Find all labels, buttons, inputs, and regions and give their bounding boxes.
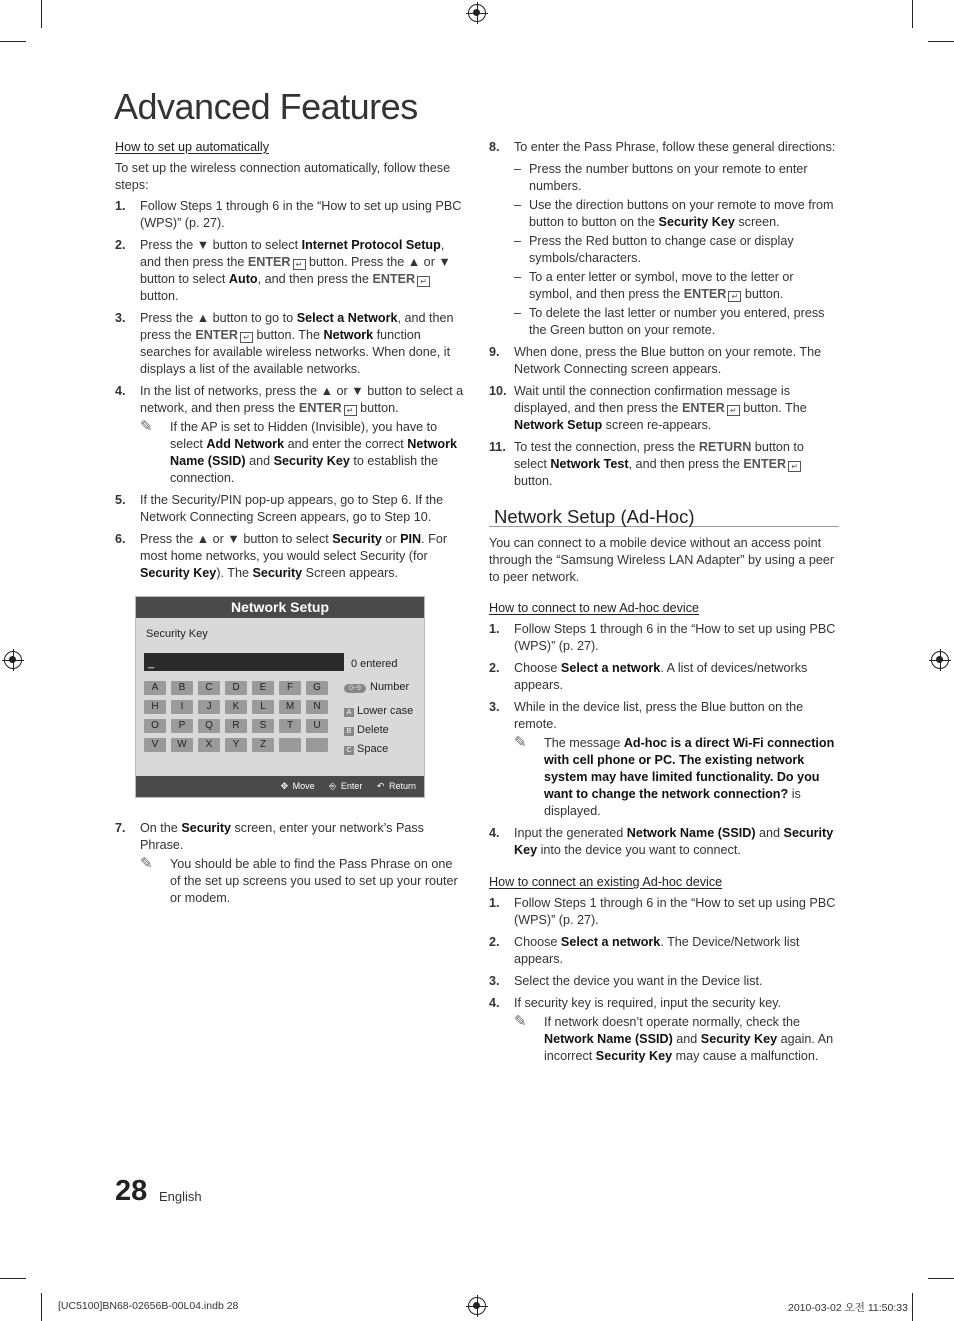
registration-mark-icon	[4, 651, 22, 669]
list-item: 2. Choose Select a network. A list of devices/networks appears.	[489, 661, 808, 692]
screen-footer: ✥ Move ⎆ Enter ↶ Return	[136, 776, 424, 797]
key-button[interactable]: N	[306, 700, 328, 714]
note: ✎ The message Ad-hoc is a direct Wi-Fi connection with cell phone or PC. The existing network system may have limited functionality. Do you want to change the network connection? is displayed.	[514, 734, 835, 818]
key-button[interactable]: K	[225, 700, 247, 714]
screen-header: Network Setup	[136, 597, 424, 618]
registration-mark-icon	[468, 1297, 486, 1315]
key-button[interactable]: A	[144, 681, 166, 695]
enter-icon: ↵	[417, 276, 430, 287]
registration-mark-icon	[931, 651, 949, 669]
list-item: 4. In the list of networks, press the ▲ or ▼ button to select a network, and then press the ENTER ↵ button. ✎ If the AP is set to Hidden (Invisible), you have to select Add Network and enter the correct Network Name (SSID) and Security Key to establish the connection.	[115, 384, 464, 485]
list-item: 2. Choose Select a network. The Device/Network list appears.	[489, 935, 800, 966]
entered-count: 0 entered	[351, 658, 398, 670]
print-date-info: 2010-03-02 오전 11:50:33	[788, 1302, 908, 1314]
security-key-label: Security Key	[146, 628, 208, 640]
key-button[interactable]: M	[279, 700, 301, 714]
print-file-info: [UC5100]BN68-02656B-00L04.indb 28	[58, 1300, 239, 1312]
registration-mark-icon	[468, 4, 486, 22]
key-button[interactable]: D	[225, 681, 247, 695]
enter-icon: ↵	[788, 461, 801, 472]
list-item: 6. Press the ▲ or ▼ button to select Security or PIN. For most home networks, you would select Security (for Security Key). The Security Screen appears.	[115, 532, 448, 580]
key-button[interactable]: U	[306, 719, 328, 733]
right-column	[489, 139, 839, 1070]
key-button[interactable]: Z	[252, 738, 274, 752]
list-item: 7. On the Security screen, enter your network’s Pass Phrase. ✎ You should be able to find the Pass Phrase on one of the set up screens you used to set up your router or modem.	[115, 820, 465, 907]
dash-item: – Press the Red button to change case or display symbols/characters.	[514, 234, 794, 265]
number-key-icon: 0~9	[344, 684, 366, 693]
list-item: 3. Press the ▲ button to go to Select a Network, and then press the ENTER ↵ button. The Network function searches for available wireless networks. When done, it displays a list of the available networks.	[115, 311, 454, 376]
key-button[interactable]: X	[198, 738, 220, 752]
note: ✎ If the AP is set to Hidden (Invisible), you have to select Add Network and enter the correct Network Name (SSID) and Security Key to establish the connection.	[140, 418, 457, 485]
note: ✎ If network doesn’t operate normally, check the Network Name (SSID) and Security Key again. An incorrect Security Key may cause a malfunction.	[514, 1013, 834, 1063]
key-button[interactable]: J	[198, 700, 220, 714]
list-item: 1. Follow Steps 1 through 6 in the “How to set up using PBC (WPS)” (p. 27).	[115, 199, 462, 230]
list-item: 9. When done, press the Blue button on your remote. The Network Connecting screen appears.	[489, 345, 822, 376]
key-button[interactable]: S	[252, 719, 274, 733]
key-button[interactable]: O	[144, 719, 166, 733]
subheading-auto-setup: How to set up automatically	[115, 140, 269, 154]
section-heading-adhoc: Network Setup (Ad-Hoc)	[489, 508, 839, 527]
enter-icon: ↵	[727, 405, 740, 416]
page-number: 28	[115, 1175, 148, 1207]
crop-mark	[41, 0, 42, 28]
yellow-c-button-icon: C	[344, 746, 354, 755]
subheading-existing-adhoc: How to connect an existing Ad-hoc device	[489, 875, 723, 889]
crop-mark	[0, 1278, 26, 1279]
enter-icon: ↵	[293, 259, 306, 270]
option-number: 0~9 Number	[344, 679, 409, 696]
page-title: Advanced Features	[114, 86, 418, 127]
note-pencil-icon: ✎	[140, 418, 153, 435]
note-pencil-icon: ✎	[514, 734, 527, 751]
key-button[interactable]: G	[306, 681, 328, 695]
list-item: 8. To enter the Pass Phrase, follow these general directions: – Press the number buttons on your remote to enter numbers. – Use the direction buttons on your remote to move from button to button on the Security Key screen. – Press the Red button to change case or display symbols/characters. – To a enter letter or symbol, move to the letter or symbol, and then press the ENTER ↵ button. – To delete the last letter or number you entered, press the Green button on your remote.	[489, 139, 839, 339]
option-space: C Space	[344, 741, 388, 758]
adhoc-intro: You can connect to a mobile device without an access point through the “Samsung Wireless LAN Adapter” by using a peer to peer network.	[489, 536, 835, 584]
dash-item: – To delete the last letter or number you entered, press the Green button on your remote.	[514, 306, 825, 337]
dash-item: – Use the direction buttons on your remote to move from button to button on the Security Key screen.	[514, 198, 834, 229]
enter-icon: ⎆	[329, 781, 337, 791]
key-button[interactable]: T	[279, 719, 301, 733]
key-button[interactable]: I	[171, 700, 193, 714]
page-language: English	[159, 1189, 202, 1204]
key-button[interactable]: B	[171, 681, 193, 695]
crop-mark	[0, 41, 26, 42]
key-button[interactable]: H	[144, 700, 166, 714]
left-column	[115, 139, 465, 912]
crop-mark	[912, 1293, 913, 1321]
list-item: 1. Follow Steps 1 through 6 in the “How to set up using PBC (WPS)” (p. 27).	[489, 622, 836, 653]
key-button[interactable]: P	[171, 719, 193, 733]
security-key-screen	[135, 596, 425, 798]
dash-item: – Press the number buttons on your remote to enter numbers.	[514, 162, 808, 193]
list-item: 3. Select the device you want in the Device list.	[489, 974, 763, 988]
list-item: 4. If security key is required, input the security key. ✎ If network doesn’t operate normally, check the Network Name (SSID) and Security Key again. An incorrect Security Key may cause a malfunction.	[489, 995, 839, 1065]
red-a-button-icon: A	[344, 708, 354, 717]
return-icon: ↶	[376, 781, 385, 791]
key-button[interactable]: Y	[225, 738, 247, 752]
list-item: 11. To test the connection, press the RETURN button to select Network Test, and then press the ENTER ↵ button.	[489, 440, 804, 488]
move-icon: ✥	[280, 781, 289, 791]
key-button[interactable]: V	[144, 738, 166, 752]
enter-icon: ↵	[728, 291, 741, 302]
key-button[interactable]: R	[225, 719, 247, 733]
list-item: 4. Input the generated Network Name (SSID) and Security Key into the device you want to connect.	[489, 826, 834, 857]
enter-icon: ↵	[240, 332, 253, 343]
key-button[interactable]: C	[198, 681, 220, 695]
intro-text: To set up the wireless connection automatically, follow these steps:	[115, 161, 451, 192]
list-item: 2. Press the ▼ button to select Internet Protocol Setup, and then press the ENTER ↵ button. Press the ▲ or ▼ button to select Auto, and then press the ENTER ↵ button.	[115, 238, 451, 303]
list-item: 10. Wait until the connection confirmation message is displayed, and then press the ENTER ↵ button. The Network Setup screen re-appears.	[489, 384, 807, 432]
dash-item: – To a enter letter or symbol, move to the letter or symbol, and then press the ENTER ↵ button.	[514, 270, 794, 301]
note-pencil-icon: ✎	[514, 1013, 527, 1030]
enter-icon: ↵	[344, 405, 357, 416]
key-button[interactable]: Q	[198, 719, 220, 733]
list-item: 5. If the Security/PIN pop-up appears, go to Step 6. If the Network Connecting Screen appears, go to Step 10.	[115, 493, 444, 524]
key-button[interactable]: W	[171, 738, 193, 752]
key-button[interactable]	[306, 738, 328, 752]
crop-mark	[41, 1293, 42, 1321]
note-pencil-icon: ✎	[140, 855, 153, 872]
option-lower-case: A Lower case	[344, 703, 413, 720]
crop-mark	[928, 41, 954, 42]
key-button[interactable]: L	[252, 700, 274, 714]
crop-mark	[928, 1278, 954, 1279]
green-b-button-icon: B	[344, 727, 354, 736]
key-button[interactable]	[279, 738, 301, 752]
note: ✎ You should be able to find the Pass Phrase on one of the set up screens you used to set up your router or modem.	[140, 855, 458, 905]
key-button[interactable]: F	[279, 681, 301, 695]
list-item: 1. Follow Steps 1 through 6 in the “How to set up using PBC (WPS)” (p. 27).	[489, 896, 836, 927]
option-delete: B Delete	[344, 722, 389, 739]
key-button[interactable]: E	[252, 681, 274, 695]
subheading-new-adhoc: How to connect to new Ad-hoc device	[489, 601, 700, 615]
crop-mark	[912, 0, 913, 28]
list-item: 3. While in the device list, press the Blue button on the remote. ✎ The message Ad-hoc is a direct Wi-Fi connection with cell phone or PC. The existing network system may have limited functionality. Do you want to change the network connection? is displayed.	[489, 699, 839, 820]
security-key-input[interactable]: _	[144, 653, 344, 671]
